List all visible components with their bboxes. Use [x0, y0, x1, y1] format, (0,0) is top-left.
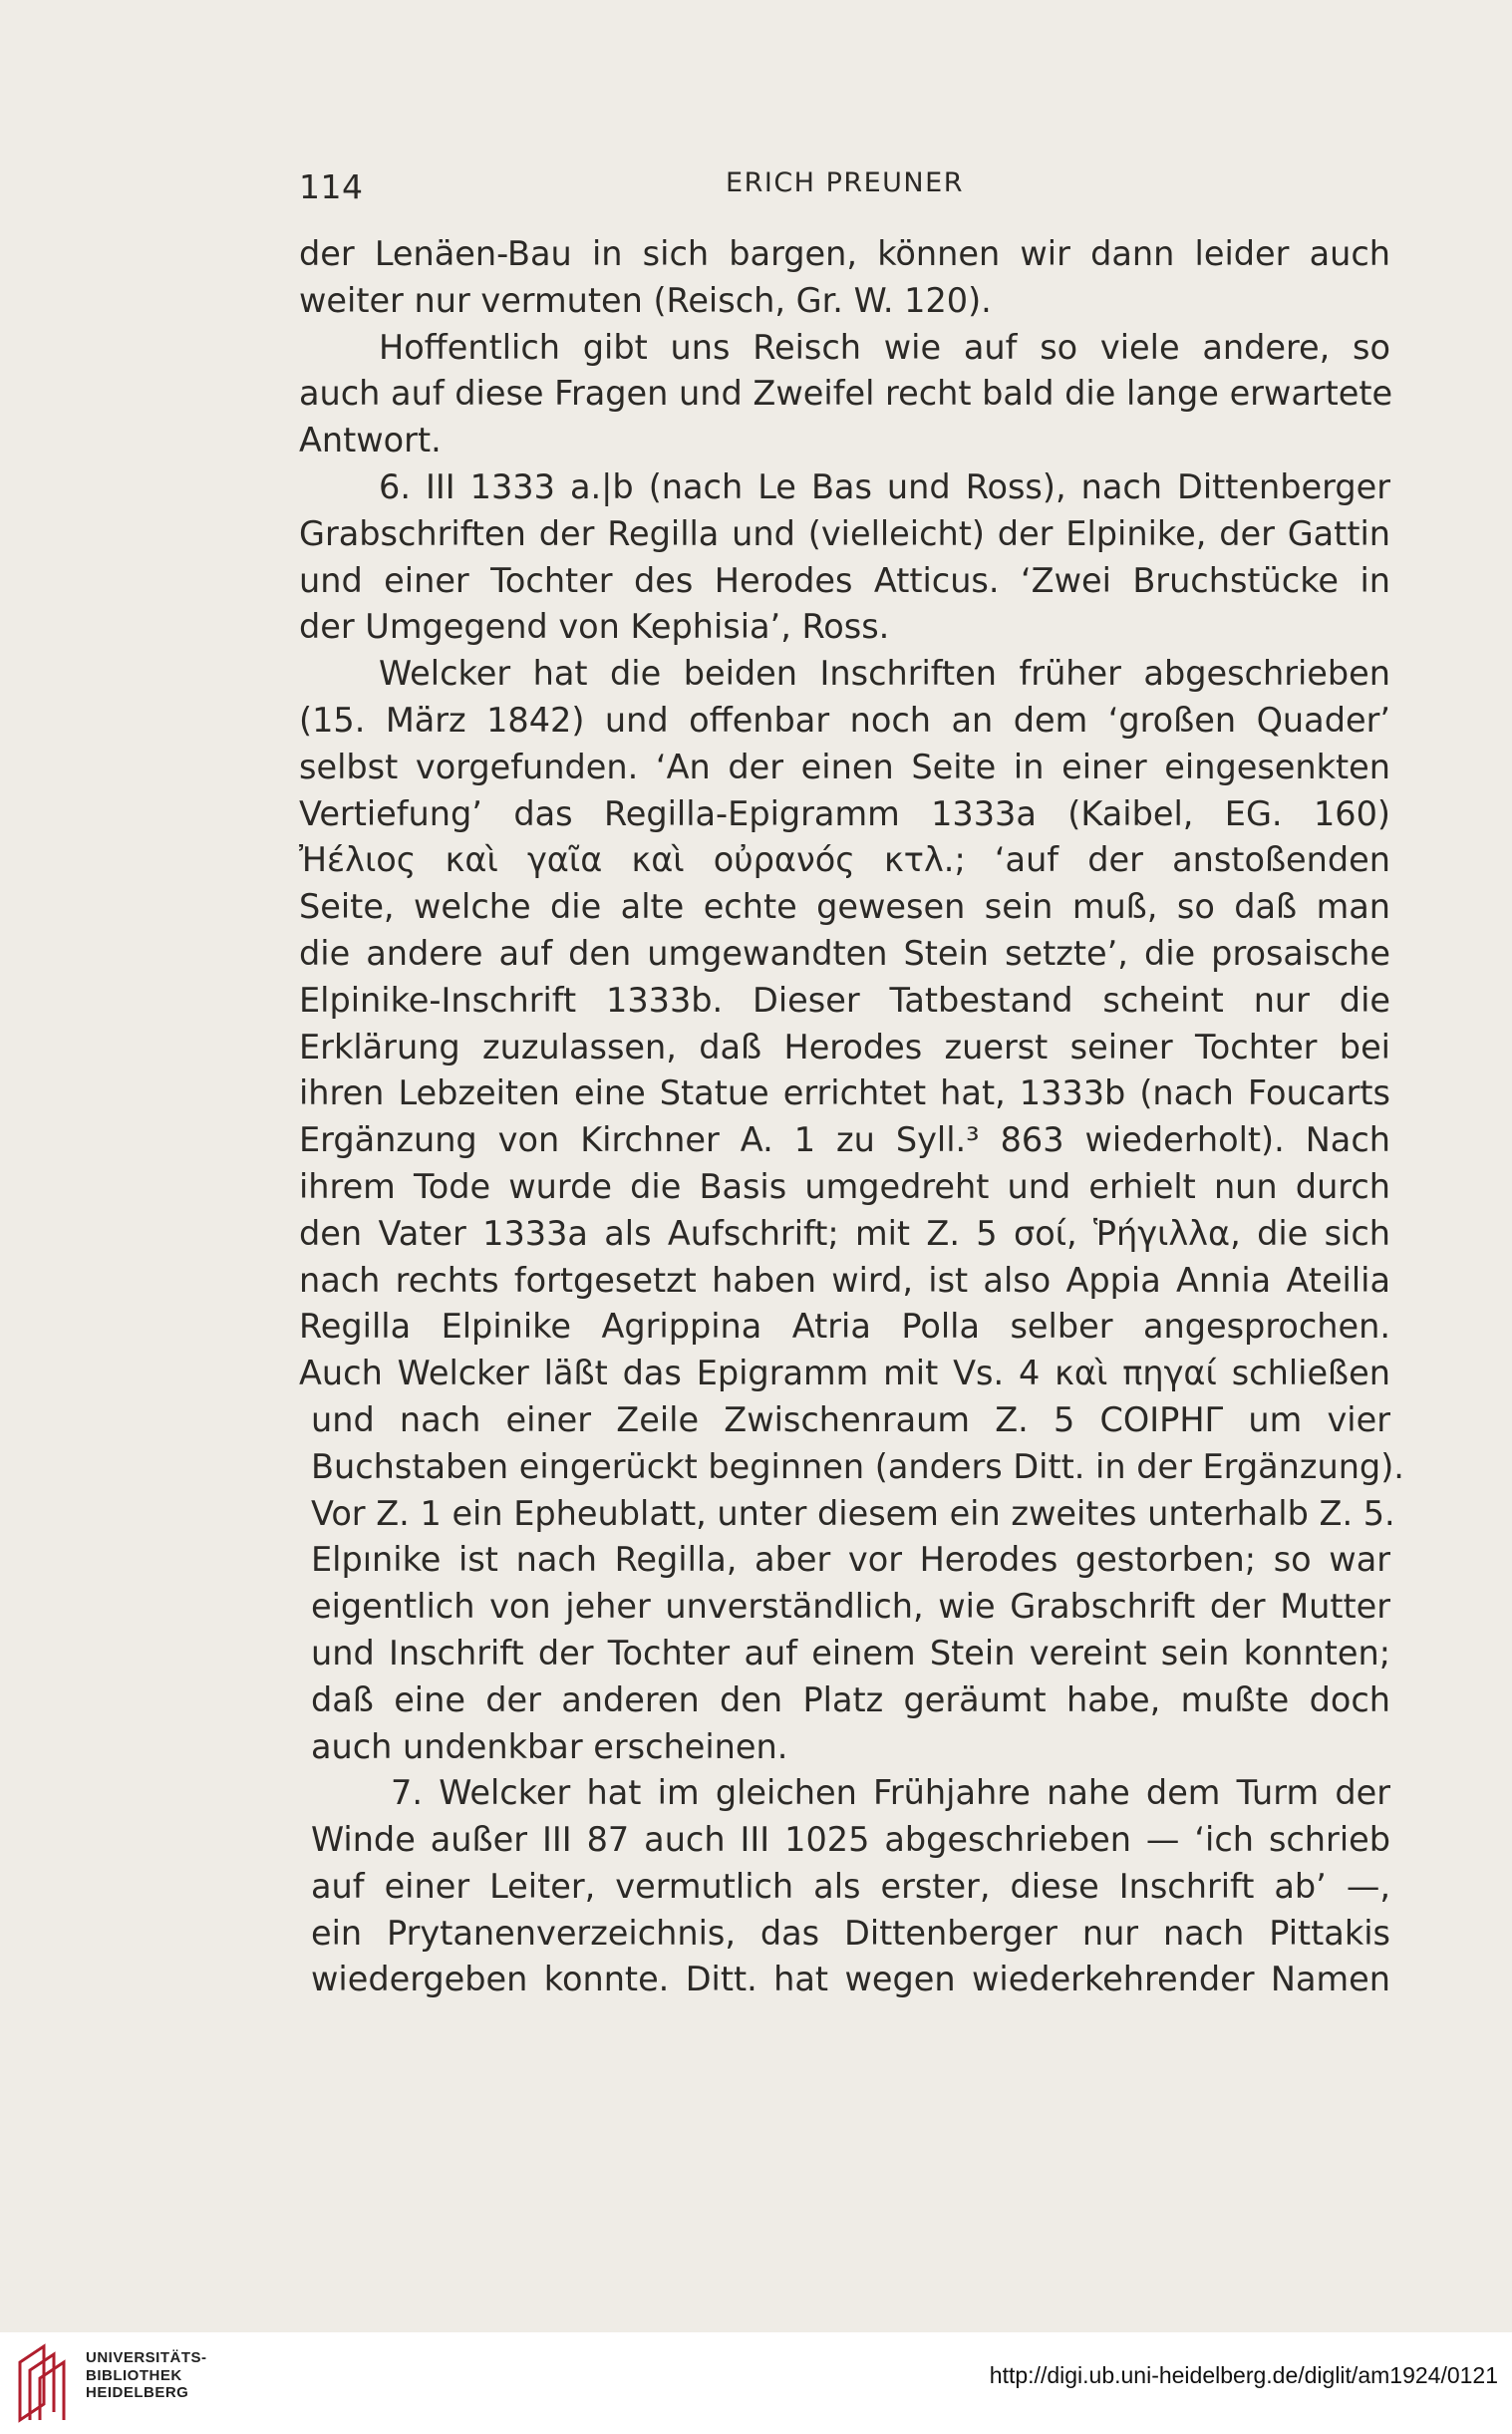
text-line: der Lenäen-Bau in sich bargen, können wir dann leider auch [299, 234, 1390, 273]
text-line: Buchstaben eingerückt beginnen (anders Ditt. in der Ergänzung). [311, 1446, 1404, 1486]
text-line: Ἠέλιος καὶ γαῖα καὶ οὐρανός κτλ.; ‘auf der anstoßenden [299, 840, 1390, 880]
text-line: wiedergeben konnte. Ditt. hat wegen wiederkehrender Namen [311, 1960, 1390, 1999]
text-line: Vertiefung’ das Regilla-Epigramm 1333a (Kaibel, EG. 160) [299, 793, 1390, 833]
text-line: Winde außer III 87 auch III 1025 abgeschrieben — ‘ich schrieb [311, 1820, 1390, 1860]
institution-line: UNIVERSITÄTS- [86, 2349, 207, 2366]
text-line: weiter nur vermuten (Reisch, Gr. W. 120). [299, 280, 992, 320]
text-line: und nach einer Zeile Zwischenraum Z. 5 ϹΟΙΡΗΓ um vier [311, 1399, 1390, 1439]
text-line: auf einer Leiter, vermutlich als erster, diese Inschrift ab’ —, [311, 1866, 1390, 1906]
text-line: selbst vorgefunden. ‘An der einen Seite in einer eingesenkten [299, 747, 1390, 786]
text-line: Grabschriften der Regilla und (vielleicht) der Elpinike, der Gattin [299, 513, 1390, 553]
text-line: Antwort. [299, 421, 442, 460]
page-header [299, 167, 1390, 217]
text-line: der Umgegend von Kephisia’, Ross. [299, 607, 890, 647]
text-line: auch undenkbar erscheinen. [311, 1726, 788, 1766]
text-line: Elpınike ist nach Regilla, aber vor Herodes gestorben; so war [311, 1540, 1390, 1580]
text-line: Auch Welcker läßt das Epigramm mit Vs. 4 καὶ πηγαί schließen [299, 1354, 1390, 1393]
page-number: 114 [299, 167, 364, 206]
text-line: Seite, welche die alte echte gewesen sein muß, so daß man [299, 887, 1390, 927]
text-line: auch auf diese Fragen und Zweifel recht bald die lange erwartete [299, 374, 1393, 414]
library-logo-icon [14, 2340, 80, 2424]
text-line: nach rechts fortgesetzt haben wird, ist also Appia Annia Ateilia [299, 1260, 1390, 1300]
text-line: den Vater 1333a als Aufschrift; mit Z. 5 σοί, Ῥήγιλλα, die sich [299, 1213, 1390, 1253]
text-line: ihrem Tode wurde die Basis umgedreht und erhielt nun durch [299, 1166, 1390, 1206]
text-line: die andere auf den umgewandten Stein setzte’, die prosaische [299, 933, 1390, 973]
text-line: und einer Tochter des Herodes Atticus. ‘Zwei Bruchstücke in [299, 560, 1390, 600]
text-line: eigentlich von jeher unverständlich, wie Grabschrift der Mutter [311, 1587, 1390, 1627]
text-line: und Inschrift der Tochter auf einem Stein vereint sein konnten; [311, 1633, 1390, 1673]
text-line: (15. März 1842) und offenbar noch an dem ‘großen Quader’ [299, 700, 1390, 740]
running-head: ERICH PREUNER [726, 167, 964, 198]
text-line: ihren Lebzeiten eine Statue errichtet hat, 1333b (nach Foucarts [299, 1073, 1390, 1113]
text-line: daß eine der anderen den Platz geräumt habe, mußte doch [311, 1679, 1390, 1719]
body-text [299, 231, 1404, 2003]
text-line: Hoffentlich gibt uns Reisch wie auf so viele andere, so [379, 327, 1390, 367]
text-line: Welcker hat die beiden Inschriften früher abgeschrieben [379, 654, 1390, 694]
text-line: Vor Z. 1 ein Epheublatt, unter diesem ein zweites unterhalb Z. 5. [311, 1493, 1395, 1533]
institution-name [86, 2349, 207, 2402]
text-line: ein Prytanenverzeichnis, das Dittenberger nur nach Pittakis [311, 1913, 1390, 1953]
text-line: 7. Welcker hat im gleichen Frühjahre nahe dem Turm der [391, 1773, 1390, 1813]
permalink-url[interactable]: http://digi.ub.uni-heidelberg.de/diglit/am1924/0121 [989, 2362, 1498, 2388]
institution-line: HEIDELBERG [86, 2384, 189, 2401]
text-line: Elpinike-Inschrift 1333b. Dieser Tatbestand scheint nur die [299, 980, 1390, 1020]
text-line: Ergänzung von Kirchner A. 1 zu Syll.³ 863 wiederholt). Nach [299, 1120, 1390, 1160]
text-line: Regilla Elpinike Agrippina Atria Polla selber angesprochen. [299, 1307, 1390, 1347]
institution-line: BIBLIOTHEK [86, 2366, 182, 2384]
text-line: Erklärung zuzulassen, daß Herodes zuerst seiner Tochter bei [299, 1027, 1390, 1066]
text-line: 6. III 1333 a.|b (nach Le Bas und Ross), nach Dittenberger [379, 466, 1390, 506]
